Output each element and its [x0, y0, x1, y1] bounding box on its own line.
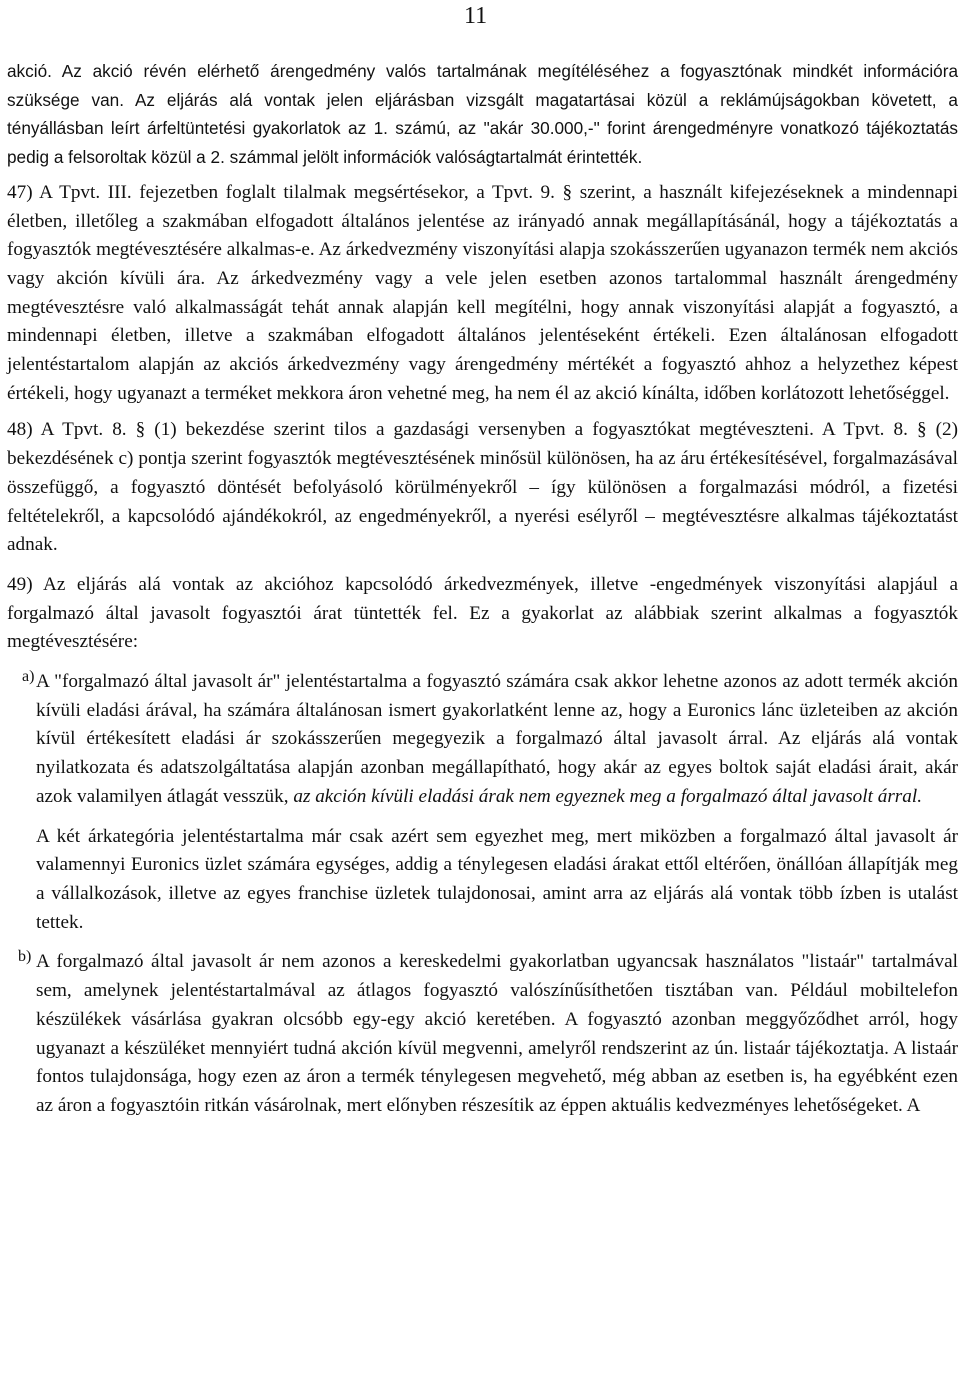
list-item-b-text: A forgalmazó által javasolt ár nem azonos a kereskedelmi gyakorlatban ugyancsak használatos "listaár" tartalmával sem, amelynek jelentéstartalmával az átlagos fogyasztó valószínűsíthetően tisztában van. Például mobiltelefon készülékek vásárlása gyakran olcsóbb egy-egy akció keretében. A fogyasztó azonban meggyőződhet arról, hogy ugyanazt a készüléket mennyiért tudná akción kívül megvenni, amelyről rendszerint az ún. listaár tájékoztatja. A listaár fontos tulajdonsága, hogy ezen az áron a termék ténylegesen megvehető, még abban az esetben is, ha egyébként ezen az áron a fogyasztóin ritkán vásárolnak, mert előnyben részesítik az éppen aktuális kedvezményes lehetőségeket. A [36, 951, 958, 1116]
document-body [7, 57, 958, 1121]
list-item-b-label: b) [18, 948, 32, 966]
list-item-a-main: A "forgalmazó által javasolt ár" jelentéstartalma a fogyasztó számára csak akkor lehetne azonos az adott termék akción kívüli eladási árával, ha számára általánosan ismert gyakorlatként lenne az, hogy a Euronics lánc üzleteiben az akción kívül értékesített eladási ár szokásszerűen megegyezik a forgalmazó által javasolt árral. Az eljárás alá vontak nyilatkozata és adatszolgáltatása alapján azonban megállapítható, hogy akár az egyes boltok saját eladási árait, akár azok valamilyen átlagát vesszük, [36, 671, 958, 807]
list-item-a-subparagraph: A két árkategória jelentéstartalma már csak azért sem egyezhet meg, mert miközben a forgalmazó által javasolt ár valamennyi Euronics üzlet számára egységes, addig a ténylegesen eladási árakat ettől eltérően, önállóan állapítják meg a vállalkozások, illetve az egyes franchise üzletek tulajdonosai, amint arra az eljárás alá vontak több ízben is utalást tettek. [36, 825, 958, 933]
paragraph-48: 48) A Tpvt. 8. § (1) bekezdése szerint tilos a gazdasági versenyben a fogyasztókat megtéveszteni. A Tpvt. 8. § (2) bekezdésének c) pontja szerint fogyasztók megtévesztésének minősül különösen, ha az áru értékesítésével, forgalmazásával összefüggő, a fogyasztó döntését befolyásoló körülményekről ‒ így különösen a forgalmazási módról, a fizetési feltételekről, a kapcsolódó ajándékokról, az engedményekről, a nyerési esélyről ‒ megtévesztésre alkalmas tájékoztatást adnak. [7, 419, 958, 556]
list-item-a [22, 668, 958, 937]
paragraph-47-body: fejezetben foglalt tilalmak megsértésekor, a Tpvt. 9. § szerint, a használt kifejezéseknek a mindennapi életben, illetőleg a szakmában elfogadott általános jelentése az irányadó annak megállapításánál, hogy a tájékoztatás a fogyasztók megtévesztésére alkalmas-e. Az árkedvezmény viszonyítási alapja szokásszerűen ugyanazon termék nem akciós vagy akción kívüli ára. [7, 181, 958, 289]
page-number: 11 [464, 3, 488, 29]
paragraph-47-end: Az árkedvezmény vagy a vele jelen esetben azonos tartalommal használt árengedmény megtévesztésre való alkalmasságát tehát annak alapján kell megítélni, hogy annak viszonyítási alapját a fogyasztó, a mindennapi életben, illetve a szakmában elfogadott általános jelentéseként értékeli. Ezen általánosan elfogadott jelentéstartalom alapján az akciós árkedvezmény vagy árengedmény mértékét a fogyasztó ahhoz a helyzethez képest értékeli, hogy ugyanazt a terméket mekkora áron vehetné meg, ha nem él az akció kínálta, időben korlátozott lehetőséggel. [7, 267, 958, 404]
list-item-b [18, 948, 958, 1120]
paragraph-49: 49) Az eljárás alá vontak az akcióhoz kapcsolódó árkedvezmények, illetve -engedmények viszonyítási alapjául a forgalmazó által javasolt fogyasztói árat tüntették fel. Ez a gyakorlat az alábbiak szerint alkalmas a fogyasztók megtévesztésére: [7, 573, 958, 653]
list-item-a-emphasis: az akción kívüli eladási árak nem egyeznek meg a forgalmazó által javasolt árral. [293, 785, 922, 807]
list-item-a-text [36, 668, 958, 812]
paragraph-47-start: 47) A Tpvt. III. [7, 181, 132, 203]
paragraph-continuation: akció. Az akció révén elérhető árengedmény valós tartalmának megítéléséhez a fogyasztónak mindkét információra szüksége van. Az eljárás alá vontak jelen eljárásban vizsgált magatartásai közül a reklámújságokban követett, a tényállásban leírt árfeltüntetési gyakorlatok az 1. számú, az "akár 30.000,-" forint árengedményre vonatkozó tájékoztatás pedig a felsoroltak közül a 2. számmal jelölt információk valóságtartalmát érintették. [7, 61, 958, 168]
paragraph-47 [7, 179, 958, 409]
list-item-a-label: a) [22, 668, 35, 686]
